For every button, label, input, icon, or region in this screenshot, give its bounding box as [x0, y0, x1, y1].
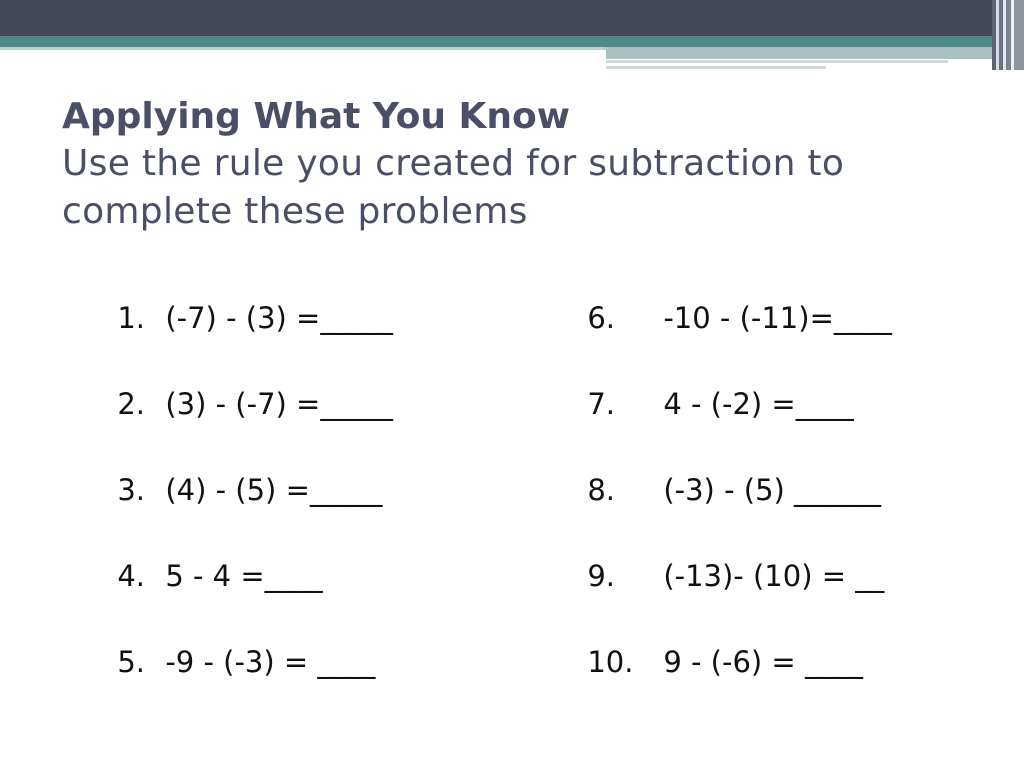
slide-title: Applying What You Know: [62, 96, 571, 137]
header-decor-line: [606, 60, 948, 63]
problem-number: 1.: [117, 301, 145, 335]
problem-expression: (4) - (5) =_____: [165, 473, 383, 507]
problem-item: [62, 608, 375, 716]
problem-number: 5.: [117, 645, 145, 679]
problem-expression: 5 - 4 =____: [165, 559, 323, 593]
problem-expression: -10 - (-11)=____: [663, 301, 892, 335]
problem-expression: 9 - (-6) = ____: [663, 645, 863, 679]
problem-number: 3.: [117, 473, 145, 507]
problem-expression: (-3) - (5) ______: [663, 473, 882, 507]
problem-expression: (3) - (-7) =_____: [165, 387, 393, 421]
problem-expression: 4 - (-2) =____: [663, 387, 854, 421]
problem-number: 2.: [117, 387, 145, 421]
problem-expression: -9 - (-3) = ____: [165, 645, 376, 679]
header-band-teal-light: [0, 47, 606, 50]
corner-stripes-decoration: [992, 0, 1024, 70]
problem-item: [532, 608, 863, 716]
problem-expression: (-13)- (10) = __: [663, 559, 885, 593]
problem-number: 9.: [587, 559, 615, 593]
problem-number: 8.: [587, 473, 615, 507]
problem-number: 10.: [587, 645, 634, 679]
header-band-dark: [0, 0, 1024, 36]
header-band-right-block: [606, 47, 1024, 59]
problem-number: 6.: [587, 301, 615, 335]
header-band-teal: [0, 36, 1024, 47]
problem-expression: (-7) - (3) =_____: [165, 301, 393, 335]
problem-number: 4.: [117, 559, 145, 593]
problem-number: 7.: [587, 387, 615, 421]
slide-subtitle: Use the rule you created for subtraction to complete these problems: [62, 143, 845, 232]
header-decor-line: [606, 66, 826, 69]
title-block: [62, 94, 962, 236]
